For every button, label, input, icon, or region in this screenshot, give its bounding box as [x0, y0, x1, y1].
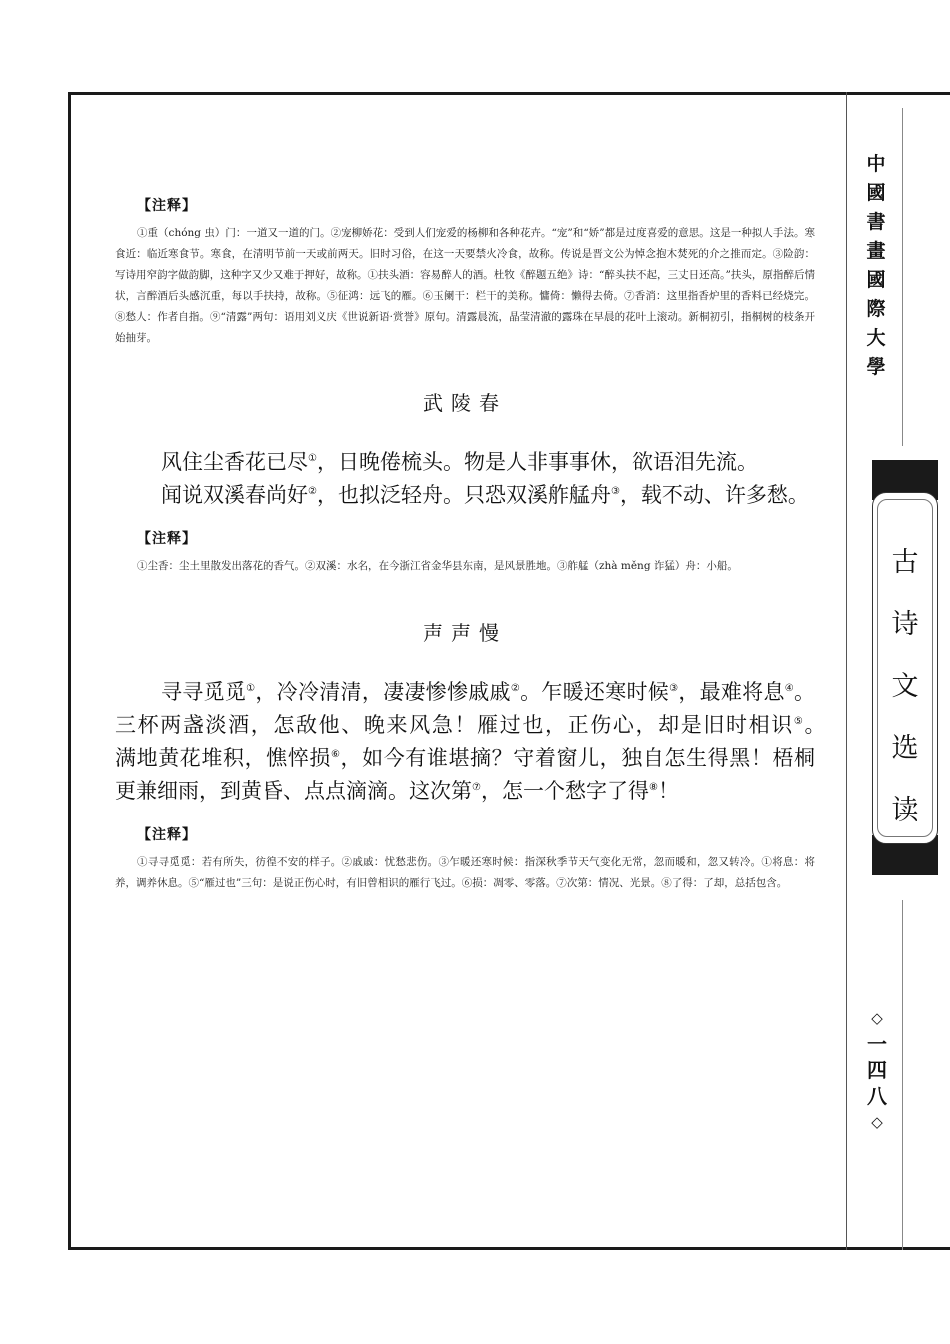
notes-body-3: ①寻寻觅觅：若有所失，彷徨不安的样子。②戚戚：忧愁悲伤。③乍暖还寒时候：指深秋季节天气变化无常，忽而暖和，忽又转冷。①将息：将养，调养休息。⑤“雁过也”三句：是说正伤心时，有旧曾相识的雁行飞过。⑥损：凋零、零落。⑦次第：情况、光景。⑧了得：了却，总括包含。: [115, 856, 815, 889]
poem-paragraph: 寻寻觅觅①，冷冷清清，凄凄惨惨戚戚②。乍暖还寒时候③，最难将息④。三杯两盏淡酒，怎敌他、晚来风急！雁过也，正伤心，却是旧时相识⑤。 满地黄花堆积，憔悴损⑥，如今有谁堪摘？守着窗儿，独自怎生得黑！梧桐更兼细雨，到黄昏、点点滴滴。这次第⑦，怎一个愁字了得⑧！: [115, 680, 858, 803]
notes-body-2: ①尘香：尘土里散发出落花的香气。②双溪：水名，在今浙江省金华县东南，是风景胜地。③舴艋（zhà měng 诈猛）舟：小船。: [137, 560, 738, 572]
notes-body-1: ①重（chóng 虫）门：一道又一道的门。②宠柳娇花：受到人们宠爱的杨柳和各种花卉。“宠”和“娇”都是过度喜爱的意思。这是一种拟人手法。寒食近：临近寒食节。寒食，在清明节前一天或前两天。旧时习俗，在这一天要禁火冷食，故称。传说是晋文公为悼念抱木焚死的介之推而定。③险韵：写诗用窄韵字做韵脚，这种字又少又难于押好，故称。①扶头酒：容易醉人的酒。杜牧《醉题五绝》诗：“醉头扶不起，三丈日还高。”扶头，原指醉后情状，言醉酒后头感沉重，每以手扶持，故称。⑤征鸿：远飞的雁。⑥玉阑干：栏干的美称。慵倚：懒得去倚。⑦香消：这里指香炉里的香料已经烧完。⑧愁人：作者自指。⑨“清露”两句：语用刘义庆《世说新语·赏誉》原句。清露晨流，晶莹清澈的露珠在早晨的花叶上滚动。新桐初引，指桐树的枝条开始抽芽。: [115, 227, 815, 344]
side-divider: [846, 92, 847, 1250]
main-content: [115, 195, 858, 894]
poem-line: 风住尘香花已尽①，日晚倦梳头。物是人非事事休，欲语泪先流。: [161, 450, 758, 474]
university-name: 中 國 書 畫 國 際 大 學: [866, 153, 886, 378]
section-title: 古 诗 文 选 读: [891, 547, 919, 826]
poem-body-shengshengman: [115, 676, 858, 808]
poem-title-wulingchun: 武陵春: [423, 391, 507, 415]
notes-heading-3: 【注释】: [137, 827, 197, 843]
poem-title-shengshengman: 声声慢: [423, 621, 507, 645]
side-divider-top: [902, 108, 903, 446]
notes-heading-1: 【注释】: [137, 198, 197, 214]
poem-line: 闻说双溪春尚好②，也拟泛轻舟。只恐双溪舴艋舟③，载不动、许多愁。: [161, 483, 809, 507]
notes-heading-2: 【注释】: [137, 531, 197, 547]
poem-body-wulingchun: [115, 446, 815, 512]
side-divider-bottom: [902, 900, 903, 1250]
page-number: ◇ 一 四 八 ◇: [867, 1009, 887, 1131]
